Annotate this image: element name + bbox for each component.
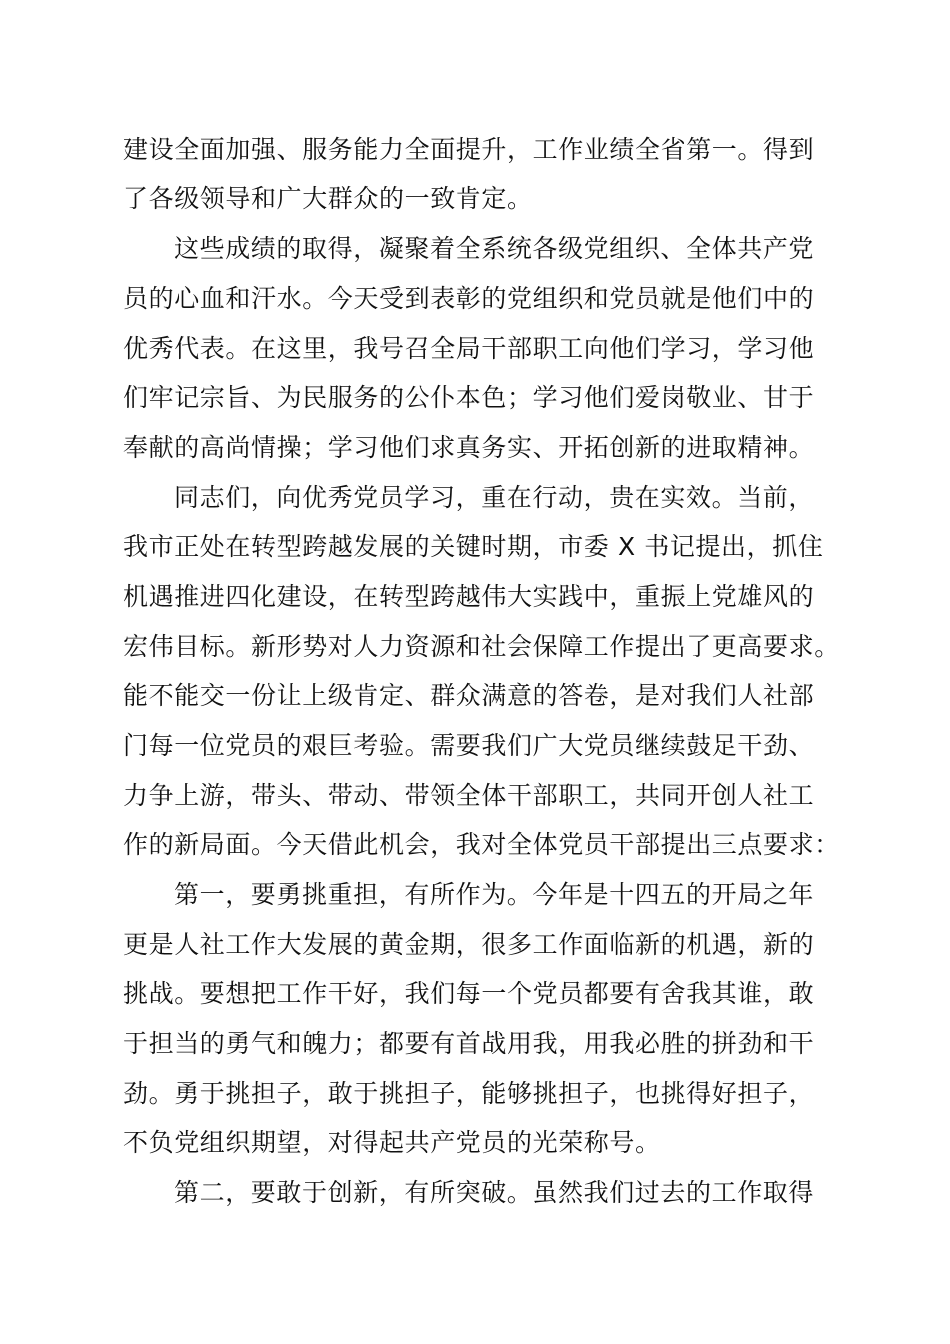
text-line: 不负党组织期望，对得起共产党员的光荣称号。 bbox=[123, 1128, 661, 1157]
text-line: 门每一位党员的艰巨考验。需要我们广大党员继续鼓足干劲、 bbox=[123, 731, 815, 760]
paragraph-start-line: 同志们，向优秀党员学习，重在行动，贵在实效。当前， bbox=[174, 483, 815, 512]
paragraph-start-line: 这些成绩的取得，凝聚着全系统各级党组织、全体共产党 bbox=[174, 234, 815, 263]
text-line: 们牢记宗旨、为民服务的公仆本色；学习他们爱岗敬业、甘于 bbox=[123, 383, 815, 412]
paragraph-start-line: 第二，要敢于创新，有所突破。虽然我们过去的工作取得 bbox=[174, 1178, 815, 1207]
text-line: 我市正处在转型跨越发展的关键时期，市委 X 书记提出，抓住 bbox=[123, 532, 824, 561]
text-line: 建设全面加强、服务能力全面提升，工作业绩全省第一。得到 bbox=[123, 135, 815, 164]
text-line: 能不能交一份让上级肯定、群众满意的答卷，是对我们人社部 bbox=[123, 681, 815, 710]
text-line: 更是人社工作大发展的黄金期，很多工作面临新的机遇，新的 bbox=[123, 930, 815, 959]
text-line: 员的心血和汗水。今天受到表彰的党组织和党员就是他们中的 bbox=[123, 284, 815, 313]
text-line: 了各级领导和广大群众的一致肯定。 bbox=[123, 184, 533, 213]
text-line: 劲。勇于挑担子，敢于挑担子，能够挑担子，也挑得好担子， bbox=[123, 1079, 815, 1108]
text-line: 挑战。要想把工作干好，我们每一个党员都要有舍我其谁，敢 bbox=[123, 979, 815, 1008]
text-line: 力争上游，带头、带动、带领全体干部职工，共同开创人社工 bbox=[123, 781, 815, 810]
text-line: 作的新局面。今天借此机会，我对全体党员干部提出三点要求： bbox=[123, 830, 840, 859]
text-line: 宏伟目标。新形势对人力资源和社会保障工作提出了更高要求。 bbox=[123, 632, 840, 661]
text-line: 于担当的勇气和魄力；都要有首战用我，用我必胜的拼劲和干 bbox=[123, 1029, 815, 1058]
paragraph-start-line: 第一，要勇挑重担，有所作为。今年是十四五的开局之年 bbox=[174, 880, 815, 909]
text-line: 奉献的高尚情操；学习他们求真务实、开拓创新的进取精神。 bbox=[123, 433, 815, 462]
text-line: 机遇推进四化建设，在转型跨越伟大实践中，重振上党雄风的 bbox=[123, 582, 815, 611]
text-line: 优秀代表。在这里，我号召全局干部职工向他们学习，学习他 bbox=[123, 334, 815, 363]
